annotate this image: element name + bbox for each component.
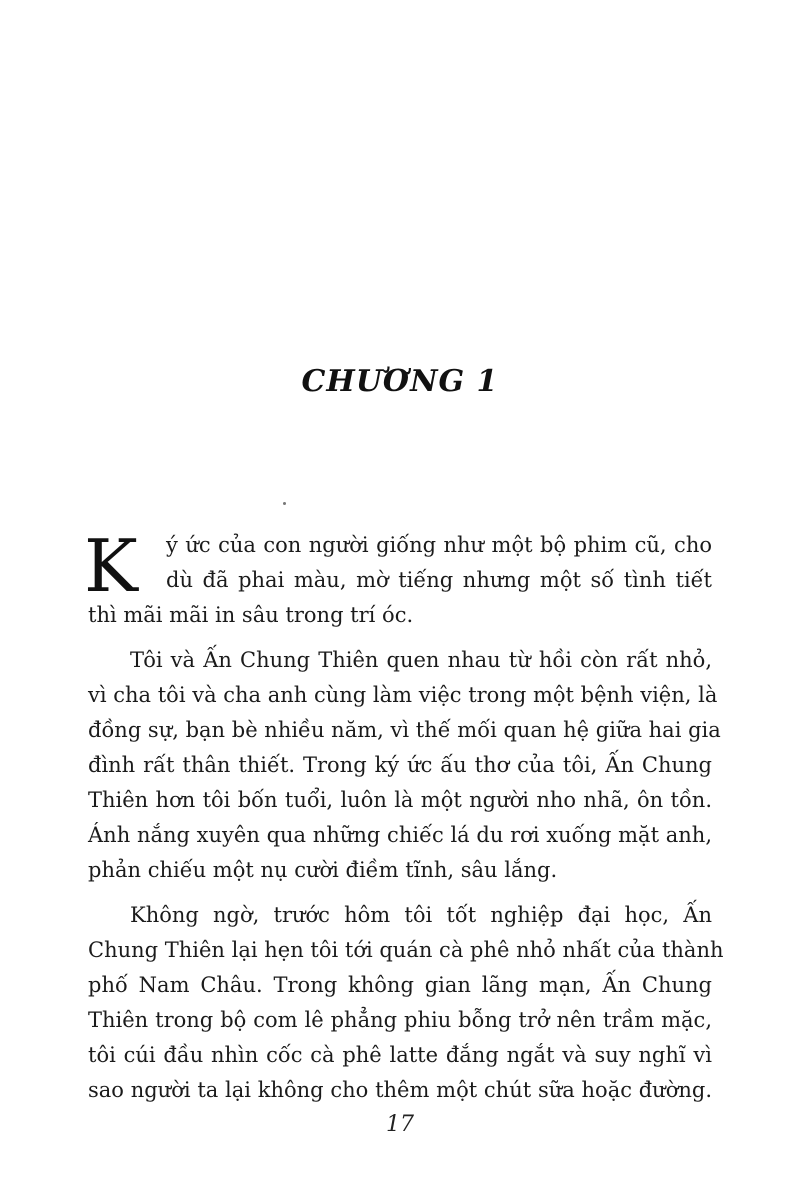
paragraph-gap [88, 633, 712, 643]
text-line: dù đã phai màu, mờ tiếng nhưng một số tình tiết [166, 568, 712, 592]
text-line: ý ức của con người giống như một bộ phim cũ, cho [166, 533, 712, 557]
text-line: đồng sự, bạn bè nhiều năm, vì thế mối quan hệ giữa hai gia [88, 718, 721, 742]
text-line: đình rất thân thiết. Trong ký ức ấu thơ của tôi, Ấn Chung [88, 753, 712, 777]
text-line: vì cha tôi và cha anh cùng làm việc trong một bệnh viện, là [88, 683, 718, 707]
text-line: sao người ta lại không cho thêm một chút sữa hoặc đường. [88, 1078, 712, 1102]
text-line: Không ngờ, trước hôm tôi tốt nghiệp đại học, Ấn [130, 903, 712, 927]
drop-cap: K [84, 524, 138, 608]
paragraph-gap [88, 888, 712, 898]
text-line: phố Nam Châu. Trong không gian lãng mạn, Ấn Chung [88, 973, 712, 997]
chapter-title: CHƯƠNG 1 [301, 364, 499, 399]
text-line: tôi cúi đầu nhìn cốc cà phê latte đắng ngắt và suy nghĩ vì [88, 1043, 712, 1067]
paper-speck [283, 502, 286, 505]
text-line: Ánh nắng xuyên qua những chiếc lá du rơi xuống mặt anh, [88, 823, 712, 847]
text-line: Thiên trong bộ com lê phẳng phiu bỗng trở nên trầm mặc, [88, 1008, 712, 1032]
text-line: Thiên hơn tôi bốn tuổi, luôn là một người nho nhã, ôn tồn. [88, 788, 712, 812]
paragraph-1 [84, 524, 712, 633]
text-line: thì mãi mãi in sâu trong trí óc. [88, 603, 414, 627]
text-line: Tôi và Ấn Chung Thiên quen nhau từ hồi còn rất nhỏ, [130, 648, 712, 672]
page-number: 17 [386, 1112, 414, 1137]
text-line: Chung Thiên lại hẹn tôi tới quán cà phê nhỏ nhất của thành [88, 938, 724, 962]
paragraph-3 [88, 898, 724, 1108]
text-line: phản chiếu một nụ cười điềm tĩnh, sâu lắng. [88, 858, 558, 882]
chapter-body [84, 524, 724, 1108]
paragraph-2 [88, 643, 721, 888]
